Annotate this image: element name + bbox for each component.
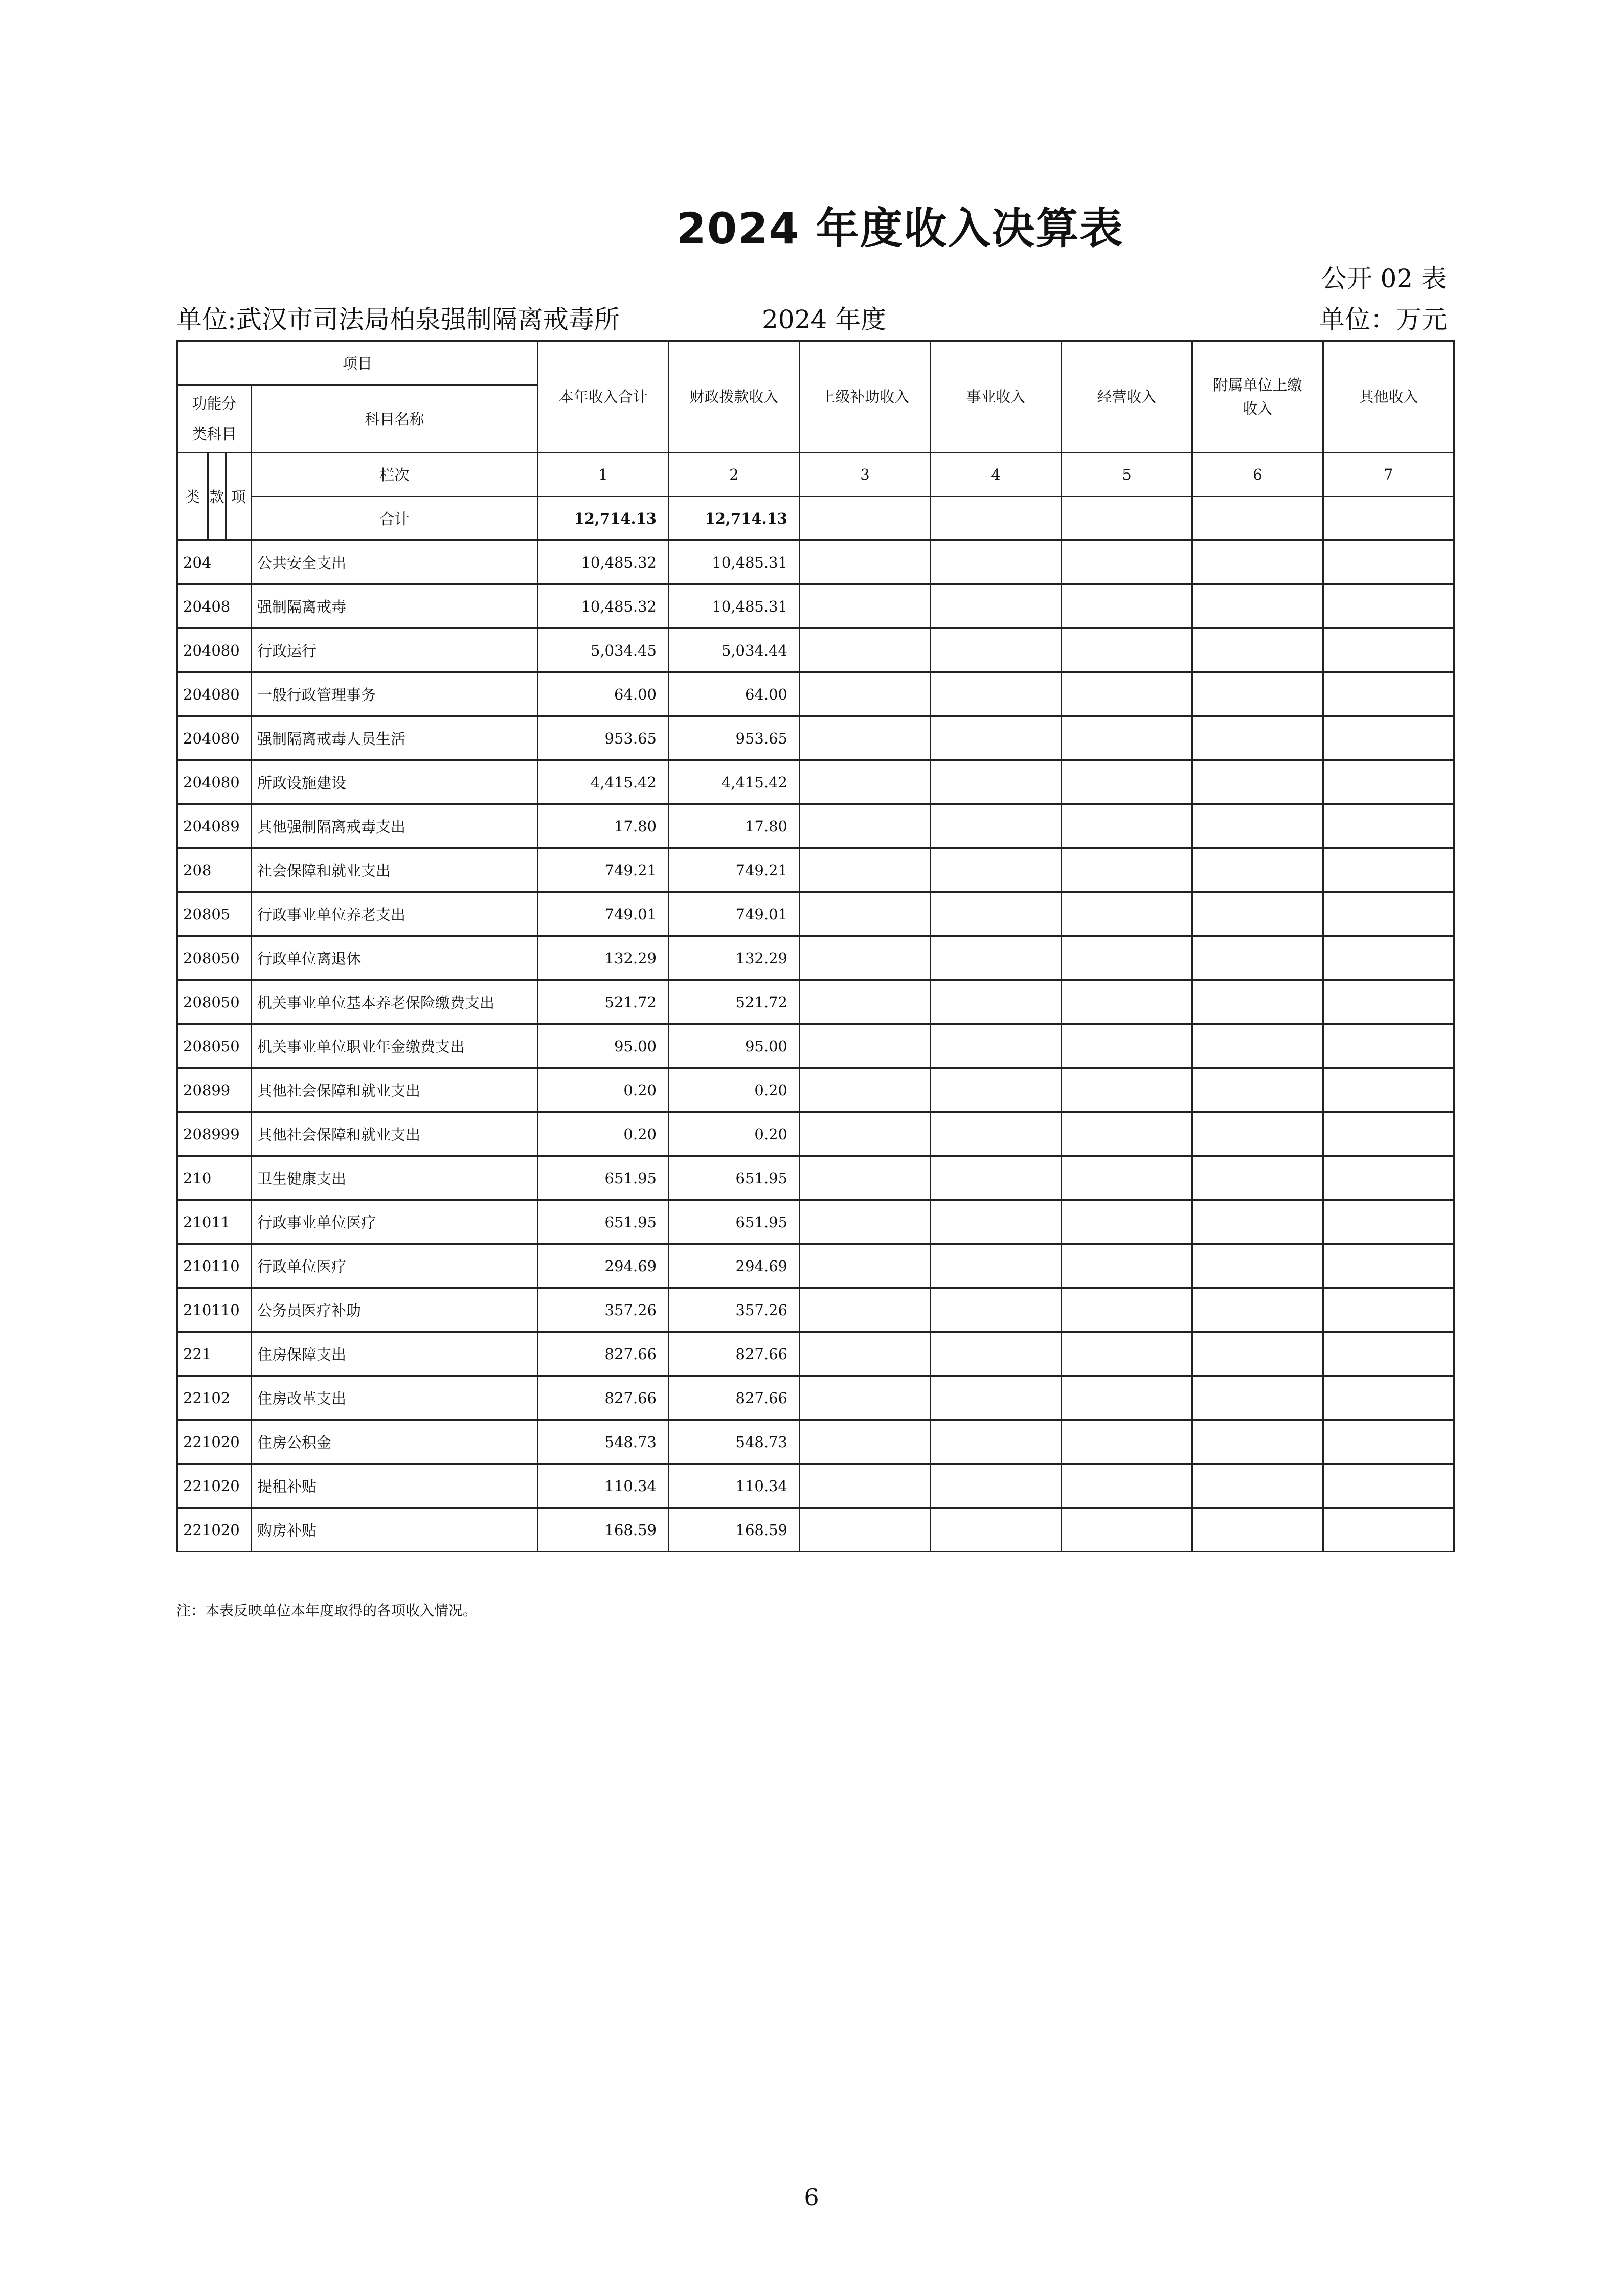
row-c5: [1062, 1508, 1192, 1552]
row-c5: [1062, 980, 1192, 1024]
header-col-6: 附属单位上缴收入: [1192, 341, 1323, 453]
row-c1: 4,415.42: [538, 760, 669, 804]
row-c3: [800, 1420, 931, 1464]
row-c2: 132.29: [669, 936, 800, 980]
row-c4: [931, 716, 1062, 760]
row-c4: [931, 1332, 1062, 1376]
row-c2: 357.26: [669, 1288, 800, 1332]
row-c1: 651.95: [538, 1156, 669, 1200]
form-number: 公开 02 表: [1321, 264, 1447, 294]
row-subject-name: 行政事业单位养老支出: [252, 892, 538, 936]
table-note: 注：本表反映单位本年度取得的各项收入情况。: [176, 1602, 478, 1619]
table-row: [177, 804, 1454, 848]
row-c3: [800, 848, 931, 892]
data-rows: [177, 541, 1454, 1552]
row-c3: [800, 1200, 931, 1244]
row-c3: [800, 1156, 931, 1200]
row-c2: 651.95: [669, 1200, 800, 1244]
row-subject-name: 行政单位离退休: [252, 936, 538, 980]
table-row: [177, 1420, 1454, 1464]
row-code: 204089: [177, 804, 252, 848]
row-c5: [1062, 1112, 1192, 1156]
row-code: 204080: [177, 672, 252, 716]
row-c4: [931, 1508, 1062, 1552]
header-subject-name: 科目名称: [252, 385, 538, 453]
row-c4: [931, 1156, 1062, 1200]
row-c6: [1192, 1464, 1323, 1508]
row-c5: [1062, 936, 1192, 980]
row-subject-name: 公务员医疗补助: [252, 1288, 538, 1332]
row-c1: 5,034.45: [538, 628, 669, 672]
row-c6: [1192, 1112, 1323, 1156]
total-c6: [1192, 497, 1323, 541]
row-c6: [1192, 628, 1323, 672]
row-c3: [800, 1508, 931, 1552]
row-c4: [931, 541, 1062, 584]
row-c2: 827.66: [669, 1332, 800, 1376]
row-c6: [1192, 1420, 1323, 1464]
row-c4: [931, 892, 1062, 936]
row-c7: [1323, 980, 1454, 1024]
header-kuan: 款: [208, 453, 226, 541]
row-code: 208: [177, 848, 252, 892]
row-c7: [1323, 1068, 1454, 1112]
row-c1: 294.69: [538, 1244, 669, 1288]
row-code: 204080: [177, 716, 252, 760]
row-c5: [1062, 1288, 1192, 1332]
row-subject-name: 社会保障和就业支出: [252, 848, 538, 892]
row-code: 204080: [177, 760, 252, 804]
row-c5: [1062, 584, 1192, 628]
row-c5: [1062, 1024, 1192, 1068]
row-c3: [800, 1332, 931, 1376]
row-c5: [1062, 892, 1192, 936]
row-subject-name: 一般行政管理事务: [252, 672, 538, 716]
row-c7: [1323, 1508, 1454, 1552]
row-code: 221020: [177, 1420, 252, 1464]
row-c1: 953.65: [538, 716, 669, 760]
table-row: [177, 1464, 1454, 1508]
row-c6: [1192, 541, 1323, 584]
row-c1: 651.95: [538, 1200, 669, 1244]
row-subject-name: 提租补贴: [252, 1464, 538, 1508]
row-c2: 749.01: [669, 892, 800, 936]
row-c4: [931, 584, 1062, 628]
table-row: [177, 848, 1454, 892]
row-c1: 168.59: [538, 1508, 669, 1552]
row-c4: [931, 1376, 1062, 1420]
row-c7: [1323, 716, 1454, 760]
row-c2: 168.59: [669, 1508, 800, 1552]
row-subject-name: 行政单位医疗: [252, 1244, 538, 1288]
unit-label: 单位:武汉市司法局柏泉强制隔离戒毒所: [176, 305, 620, 334]
row-c7: [1323, 804, 1454, 848]
meta-row: [176, 299, 1447, 335]
row-c1: 110.34: [538, 1464, 669, 1508]
row-c3: [800, 672, 931, 716]
row-c7: [1323, 1112, 1454, 1156]
row-subject-name: 其他社会保障和就业支出: [252, 1112, 538, 1156]
header-col-3: 上级补助收入: [800, 341, 931, 453]
row-c2: 521.72: [669, 980, 800, 1024]
row-code: 210: [177, 1156, 252, 1200]
row-c6: [1192, 1508, 1323, 1552]
table-row: [177, 1376, 1454, 1420]
row-c6: [1192, 1244, 1323, 1288]
row-c1: 827.66: [538, 1332, 669, 1376]
row-c1: 357.26: [538, 1288, 669, 1332]
row-c7: [1323, 760, 1454, 804]
row-c3: [800, 1068, 931, 1112]
row-c7: [1323, 848, 1454, 892]
row-code: 20408: [177, 584, 252, 628]
col-num-2: 2: [669, 453, 800, 497]
row-c2: 110.34: [669, 1464, 800, 1508]
row-c4: [931, 628, 1062, 672]
header-col-1: 本年收入合计: [538, 341, 669, 453]
table-row: [177, 980, 1454, 1024]
row-c4: [931, 848, 1062, 892]
table-row: [177, 672, 1454, 716]
row-c6: [1192, 760, 1323, 804]
row-c6: [1192, 1200, 1323, 1244]
header-lei: 类: [177, 453, 208, 541]
row-c1: 10,485.32: [538, 541, 669, 584]
row-code: 208050: [177, 936, 252, 980]
row-c3: [800, 1376, 931, 1420]
row-c5: [1062, 1200, 1192, 1244]
row-c6: [1192, 1332, 1323, 1376]
total-c4: [931, 497, 1062, 541]
page-title: 2024 年度收入决算表: [676, 204, 1124, 254]
row-subject-name: 住房保障支出: [252, 1332, 538, 1376]
row-subject-name: 卫生健康支出: [252, 1156, 538, 1200]
table-row: [177, 760, 1454, 804]
row-subject-name: 所政设施建设: [252, 760, 538, 804]
row-c1: 0.20: [538, 1068, 669, 1112]
row-c3: [800, 760, 931, 804]
row-c7: [1323, 1464, 1454, 1508]
income-table: [176, 340, 1455, 1552]
header-xiangmu: 项目: [177, 341, 538, 385]
row-code: 208999: [177, 1112, 252, 1156]
row-code: 210110: [177, 1244, 252, 1288]
header-col-5: 经营收入: [1062, 341, 1192, 453]
total-label: 合计: [252, 497, 538, 541]
table-row: [177, 1112, 1454, 1156]
table-row: [177, 584, 1454, 628]
row-c7: [1323, 1156, 1454, 1200]
row-c6: [1192, 980, 1323, 1024]
row-subject-name: 住房公积金: [252, 1420, 538, 1464]
table-row: [177, 892, 1454, 936]
row-code: 210110: [177, 1288, 252, 1332]
row-c5: [1062, 628, 1192, 672]
row-c4: [931, 1464, 1062, 1508]
total-c5: [1062, 497, 1192, 541]
row-c6: [1192, 892, 1323, 936]
row-c7: [1323, 1024, 1454, 1068]
row-c5: [1062, 1332, 1192, 1376]
row-c7: [1323, 672, 1454, 716]
row-c3: [800, 584, 931, 628]
total-c2: 12,714.13: [669, 497, 800, 541]
row-c6: [1192, 716, 1323, 760]
row-subject-name: 行政事业单位医疗: [252, 1200, 538, 1244]
row-c7: [1323, 584, 1454, 628]
table-row: [177, 1068, 1454, 1112]
row-c4: [931, 936, 1062, 980]
row-c4: [931, 1068, 1062, 1112]
row-c6: [1192, 1068, 1323, 1112]
row-c3: [800, 892, 931, 936]
row-c6: [1192, 848, 1323, 892]
row-c4: [931, 760, 1062, 804]
row-c7: [1323, 1200, 1454, 1244]
total-c7: [1323, 497, 1454, 541]
row-c3: [800, 716, 931, 760]
row-c2: 651.95: [669, 1156, 800, 1200]
row-subject-name: 其他强制隔离戒毒支出: [252, 804, 538, 848]
row-c2: 10,485.31: [669, 541, 800, 584]
col-num-3: 3: [800, 453, 931, 497]
row-c1: 827.66: [538, 1376, 669, 1420]
row-c4: [931, 1420, 1062, 1464]
row-c7: [1323, 1376, 1454, 1420]
row-c6: [1192, 1376, 1323, 1420]
row-c2: 5,034.44: [669, 628, 800, 672]
row-c2: 0.20: [669, 1068, 800, 1112]
total-c3: [800, 497, 931, 541]
col-num-4: 4: [931, 453, 1062, 497]
row-c3: [800, 1244, 931, 1288]
row-c6: [1192, 936, 1323, 980]
header-col-7: 其他收入: [1323, 341, 1454, 453]
row-c4: [931, 1200, 1062, 1244]
row-c3: [800, 1112, 931, 1156]
row-c2: 10,485.31: [669, 584, 800, 628]
row-subject-name: 机关事业单位职业年金缴费支出: [252, 1024, 538, 1068]
row-code: 20899: [177, 1068, 252, 1112]
row-c6: [1192, 584, 1323, 628]
row-c5: [1062, 804, 1192, 848]
row-c4: [931, 1024, 1062, 1068]
header-lanci: 栏次: [252, 453, 538, 497]
table-row: [177, 716, 1454, 760]
row-c7: [1323, 1288, 1454, 1332]
row-c4: [931, 804, 1062, 848]
row-subject-name: 行政运行: [252, 628, 538, 672]
table-row: [177, 541, 1454, 584]
header-col-4: 事业收入: [931, 341, 1062, 453]
row-c1: 0.20: [538, 1112, 669, 1156]
row-subject-name: 其他社会保障和就业支出: [252, 1068, 538, 1112]
year-label: 2024 年度: [762, 305, 887, 334]
col-num-6: 6: [1192, 453, 1323, 497]
row-code: 221020: [177, 1464, 252, 1508]
row-subject-name: 购房补贴: [252, 1508, 538, 1552]
table-row: [177, 1200, 1454, 1244]
row-c2: 294.69: [669, 1244, 800, 1288]
row-c3: [800, 1024, 931, 1068]
row-subject-name: 强制隔离戒毒人员生活: [252, 716, 538, 760]
money-unit-label: 单位：万元: [1319, 305, 1447, 334]
row-c5: [1062, 1156, 1192, 1200]
row-c7: [1323, 936, 1454, 980]
row-c7: [1323, 1332, 1454, 1376]
row-c4: [931, 980, 1062, 1024]
row-c2: 827.66: [669, 1376, 800, 1420]
table-row: [177, 1332, 1454, 1376]
row-c2: 749.21: [669, 848, 800, 892]
row-subject-name: 住房改革支出: [252, 1376, 538, 1420]
row-c6: [1192, 1288, 1323, 1332]
row-c3: [800, 1464, 931, 1508]
row-c5: [1062, 1068, 1192, 1112]
row-c2: 64.00: [669, 672, 800, 716]
table-row: [177, 1508, 1454, 1552]
row-c3: [800, 628, 931, 672]
row-c4: [931, 672, 1062, 716]
row-c1: 521.72: [538, 980, 669, 1024]
col-num-7: 7: [1323, 453, 1454, 497]
row-c4: [931, 1288, 1062, 1332]
row-c1: 749.21: [538, 848, 669, 892]
row-c4: [931, 1112, 1062, 1156]
row-c2: 4,415.42: [669, 760, 800, 804]
row-c6: [1192, 672, 1323, 716]
table-row: [177, 1244, 1454, 1288]
row-c5: [1062, 1464, 1192, 1508]
row-c6: [1192, 1156, 1323, 1200]
col-num-1: 1: [538, 453, 669, 497]
row-c7: [1323, 1244, 1454, 1288]
row-c5: [1062, 672, 1192, 716]
row-c7: [1323, 628, 1454, 672]
table-row: [177, 628, 1454, 672]
row-c7: [1323, 892, 1454, 936]
row-c5: [1062, 848, 1192, 892]
row-c5: [1062, 541, 1192, 584]
row-code: 22102: [177, 1376, 252, 1420]
row-subject-name: 机关事业单位基本养老保险缴费支出: [252, 980, 538, 1024]
row-c5: [1062, 716, 1192, 760]
row-c1: 10,485.32: [538, 584, 669, 628]
table-row: [177, 936, 1454, 980]
row-c3: [800, 1288, 931, 1332]
row-c4: [931, 1244, 1062, 1288]
row-c7: [1323, 541, 1454, 584]
row-c5: [1062, 1420, 1192, 1464]
row-c2: 548.73: [669, 1420, 800, 1464]
row-subject-name: 公共安全支出: [252, 541, 538, 584]
total-c1: 12,714.13: [538, 497, 669, 541]
row-subject-name: 强制隔离戒毒: [252, 584, 538, 628]
row-c2: 17.80: [669, 804, 800, 848]
row-c5: [1062, 1376, 1192, 1420]
row-code: 204080: [177, 628, 252, 672]
header-xiang: 项: [226, 453, 252, 541]
page-number: 6: [804, 2184, 819, 2211]
table-row: [177, 1288, 1454, 1332]
row-c3: [800, 804, 931, 848]
col-num-5: 5: [1062, 453, 1192, 497]
row-c6: [1192, 1024, 1323, 1068]
row-c5: [1062, 760, 1192, 804]
row-code: 221: [177, 1332, 252, 1376]
row-c1: 95.00: [538, 1024, 669, 1068]
table-row: [177, 1024, 1454, 1068]
row-c1: 17.80: [538, 804, 669, 848]
header-func-class: 功能分类科目: [177, 385, 252, 453]
row-c2: 95.00: [669, 1024, 800, 1068]
row-c6: [1192, 804, 1323, 848]
row-c2: 0.20: [669, 1112, 800, 1156]
row-c3: [800, 936, 931, 980]
row-code: 208050: [177, 980, 252, 1024]
row-code: 208050: [177, 1024, 252, 1068]
row-code: 20805: [177, 892, 252, 936]
row-c5: [1062, 1244, 1192, 1288]
row-c3: [800, 541, 931, 584]
row-c1: 64.00: [538, 672, 669, 716]
row-c1: 749.01: [538, 892, 669, 936]
row-c1: 132.29: [538, 936, 669, 980]
header-col-2: 财政拨款收入: [669, 341, 800, 453]
row-c3: [800, 980, 931, 1024]
row-code: 21011: [177, 1200, 252, 1244]
row-c1: 548.73: [538, 1420, 669, 1464]
row-c2: 953.65: [669, 716, 800, 760]
row-code: 204: [177, 541, 252, 584]
row-c7: [1323, 1420, 1454, 1464]
row-code: 221020: [177, 1508, 252, 1552]
table-row: [177, 1156, 1454, 1200]
